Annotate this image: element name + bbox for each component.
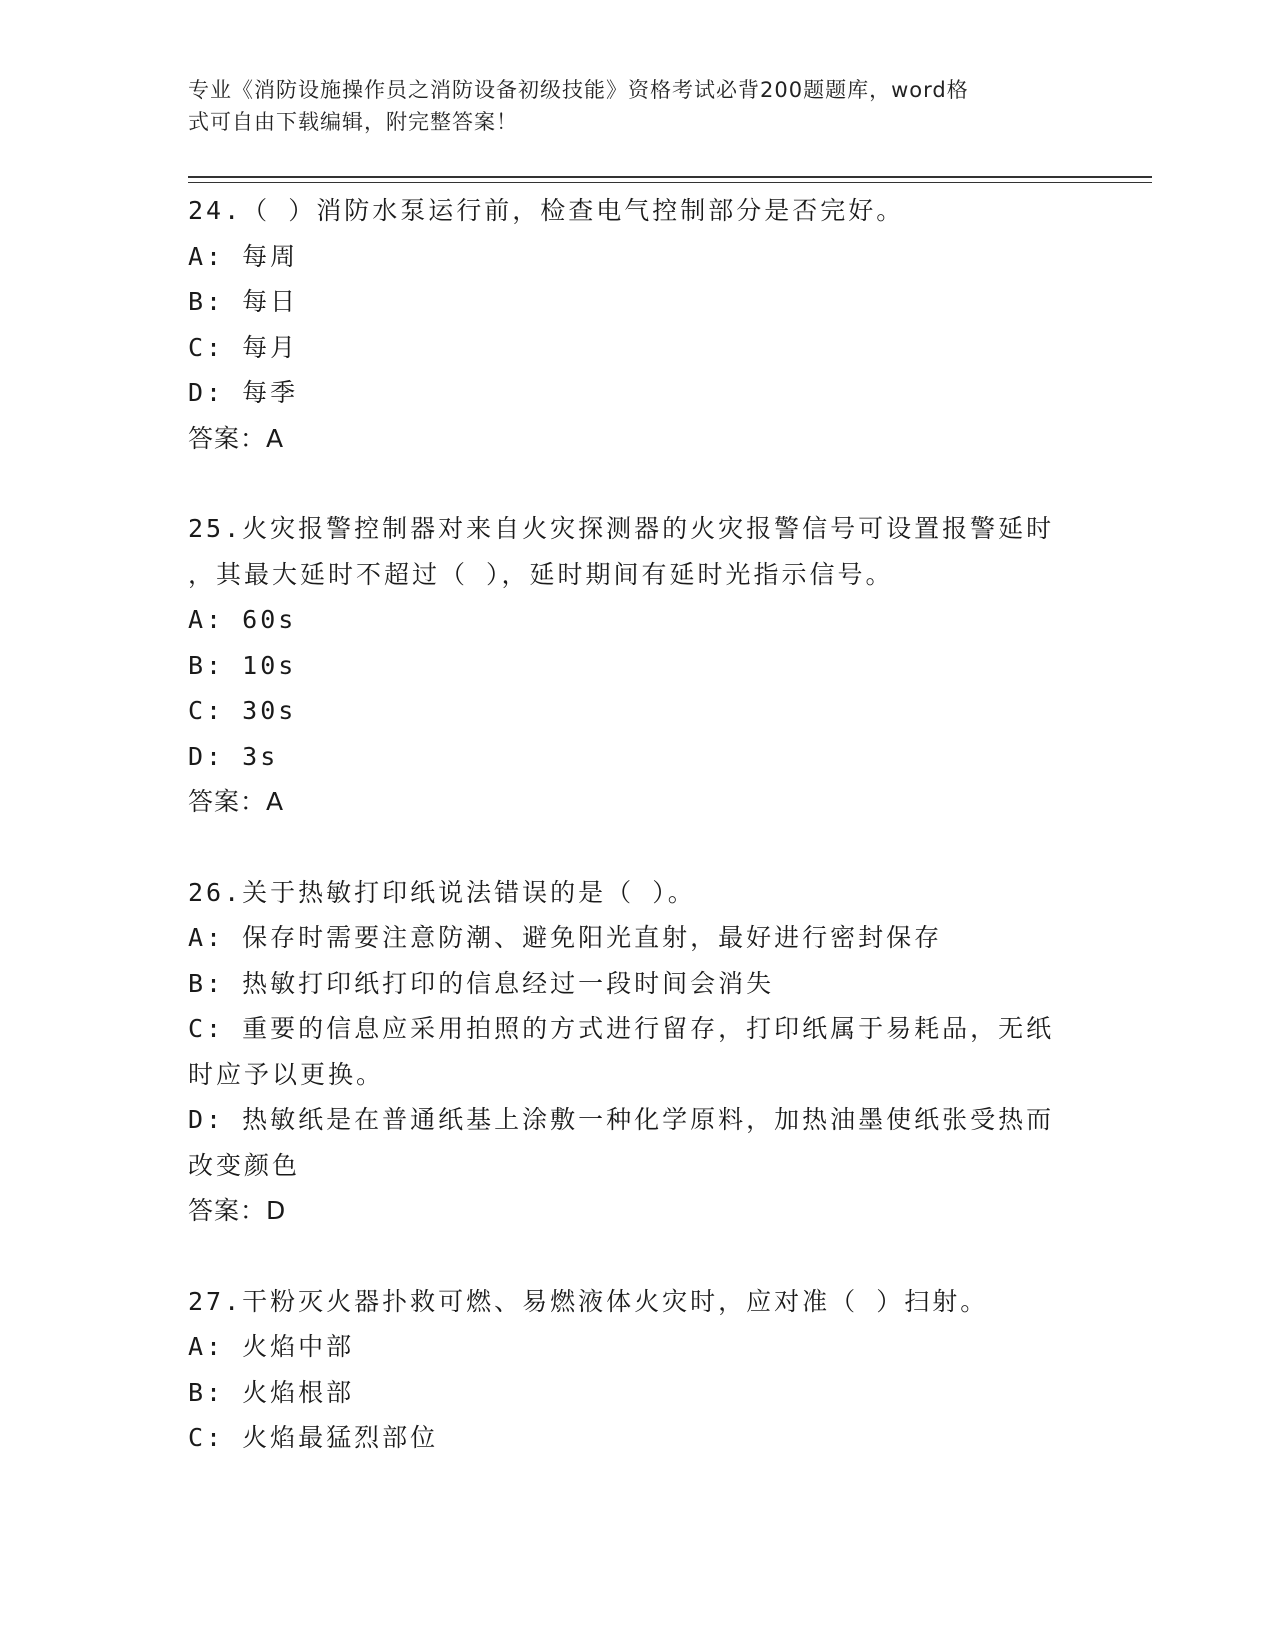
question-stem-line: 27.干粉灭火器扑救可燃、易燃液体火灾时，应对准（ ）扫射。 (188, 1286, 989, 1316)
question-block (188, 1279, 1088, 1461)
question-option: C: 火焰最猛烈部位 (188, 1423, 439, 1452)
question-option: B: 热敏打印纸打印的信息经过一段时间会消失 (188, 968, 775, 998)
question-stem-line: 24.（ ）消防水泵运行前，检查电气控制部分是否完好。 (188, 196, 905, 225)
question-option: D: 热敏纸是在普通纸基上涂敷一种化学原料，加热油墨使纸张受热而 (188, 1105, 1055, 1134)
question-block (188, 870, 1088, 1234)
question-option: D: 每季 (188, 378, 299, 407)
question-block (188, 506, 1088, 825)
question-stem-line: ，其最大延时不超过（ ），延时期间有延时光指示信号。 (188, 559, 894, 589)
answer-line: 答案：A (188, 787, 285, 816)
answer-line: 答案：A (188, 423, 285, 453)
question-spacer (188, 461, 1088, 506)
answer-line: 答案：D (188, 1196, 287, 1225)
question-option: D: 3s (188, 741, 279, 771)
question-option: 改变颜色 (188, 1150, 301, 1180)
question-option: A: 火焰中部 (188, 1332, 355, 1361)
header-rule-bottom (188, 182, 1152, 183)
question-spacer (188, 825, 1088, 870)
question-option: C: 重要的信息应采用拍照的方式进行留存，打印纸属于易耗品，无纸 (188, 1014, 1055, 1043)
question-list (188, 188, 1088, 1461)
question-option: C: 30s (188, 696, 297, 725)
page-header (188, 74, 1068, 138)
question-option: B: 火焰根部 (188, 1377, 355, 1407)
header-rule-top (188, 176, 1152, 178)
question-block (188, 188, 1088, 461)
question-option: A: 60s (188, 605, 297, 634)
question-stem-line: 25.火灾报警控制器对来自火灾探测器的火灾报警信号可设置报警延时 (188, 514, 1055, 543)
question-spacer (188, 1234, 1088, 1279)
header-line-2: 式可自由下载编辑，附完整答案！ (188, 110, 518, 134)
question-option: A: 每周 (188, 241, 299, 271)
question-option: B: 10s (188, 650, 297, 680)
question-option: A: 保存时需要注意防潮、避免阳光直射，最好进行密封保存 (188, 923, 943, 952)
question-stem-line: 26.关于热敏打印纸说法错误的是（ ）。 (188, 877, 696, 907)
question-option: 时应予以更换。 (188, 1059, 385, 1089)
header-line-1: 专业《消防设施操作员之消防设备初级技能》资格考试必背200题题库，word格 (188, 78, 969, 102)
question-option: C: 每月 (188, 332, 299, 362)
question-option: B: 每日 (188, 287, 299, 316)
